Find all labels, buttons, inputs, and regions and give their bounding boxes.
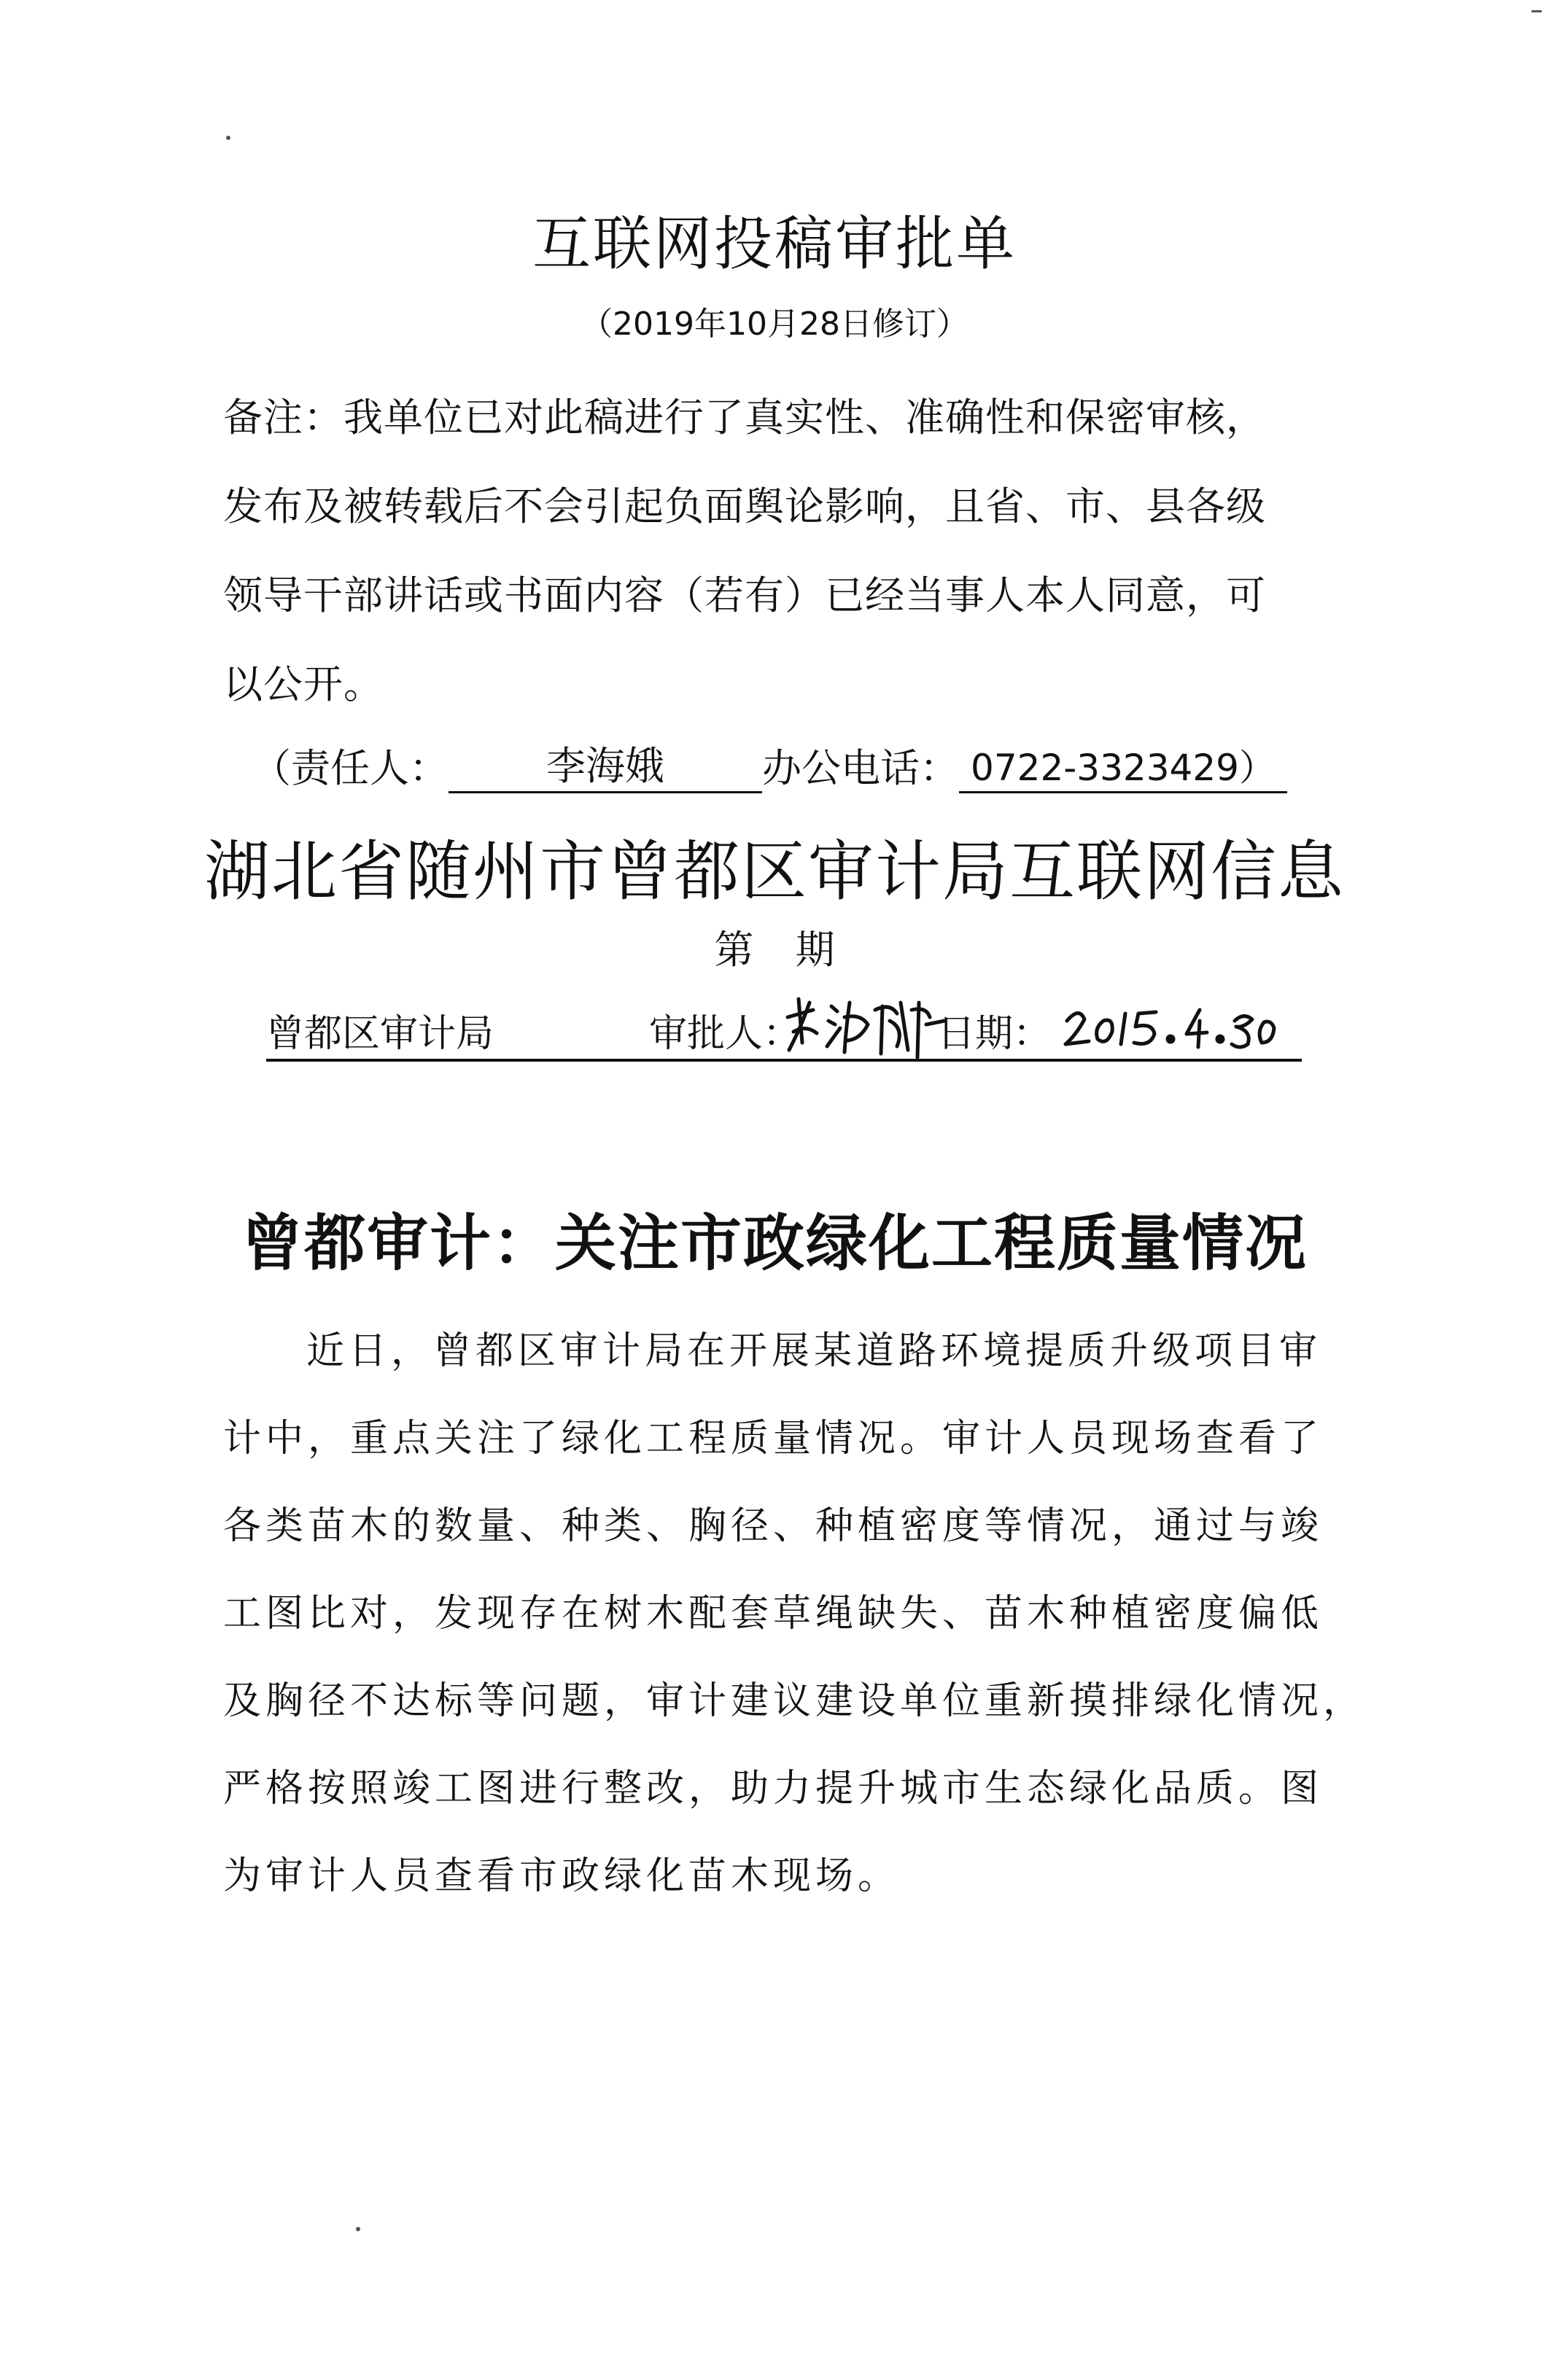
responsible-row: [252, 742, 1287, 793]
article-line: 工图比对，发现存在树木配套草绳缺失、苗木种植密度偏低: [223, 1592, 1324, 1636]
scan-speck: [1531, 10, 1542, 12]
article-title: 曾都审计：关注市政绿化工程质量情况: [241, 1207, 1308, 1279]
note-line: 备注：我单位已对此稿进行了真实性、准确性和保密审核，: [223, 394, 1266, 440]
note-line: 领导干部讲话或书面内容（若有）已经当事人本人同意，可: [223, 572, 1266, 618]
article-line: 各类苗木的数量、种类、胸径、种植密度等情况，通过与竣: [223, 1504, 1324, 1548]
date-label: 日期：: [937, 1012, 1052, 1056]
approval-underline: [266, 1059, 1302, 1062]
agency-title: 湖北省随州市曾都区审计局互联网信息: [204, 833, 1345, 910]
handwritten-date: [1061, 999, 1280, 1057]
note-line: 发布及被转载后不会引起负面舆论影响，且省、市、县各级: [223, 483, 1266, 529]
revision-date: （2019年10月28日修订）: [581, 306, 968, 343]
scan-speck: [226, 136, 230, 140]
approver-signature: [780, 988, 955, 1061]
unit-name: 曾都区审计局: [266, 1012, 494, 1056]
approver-label: 审批人：: [649, 1012, 801, 1056]
scan-speck: [356, 2227, 360, 2231]
article-line: 为审计人员查看市政绿化苗木现场。: [223, 1854, 901, 1898]
article-line: 及胸径不达标等问题，审计建议建设单位重新摸排绿化情况，: [223, 1679, 1366, 1723]
article-line: 近日，曾都区审计局在开展某道路环境提质升级项目审: [306, 1329, 1322, 1373]
phone-value: 0722-3323429）: [959, 739, 1287, 793]
article-line: 严格按照竣工图进行整改，助力提升城市生态绿化品质。图: [223, 1767, 1324, 1811]
responsible-name: 李海娥: [449, 735, 762, 793]
note-line: 以公开。: [223, 661, 384, 707]
form-title: 互联网投稿审批单: [532, 210, 1017, 278]
issue-number: 第 期: [714, 927, 835, 973]
responsible-label: （责任人：: [252, 745, 449, 791]
phone-label: 办公电话：: [762, 745, 959, 791]
article-line: 计中，重点关注了绿化工程质量情况。审计人员现场查看了: [223, 1417, 1324, 1461]
